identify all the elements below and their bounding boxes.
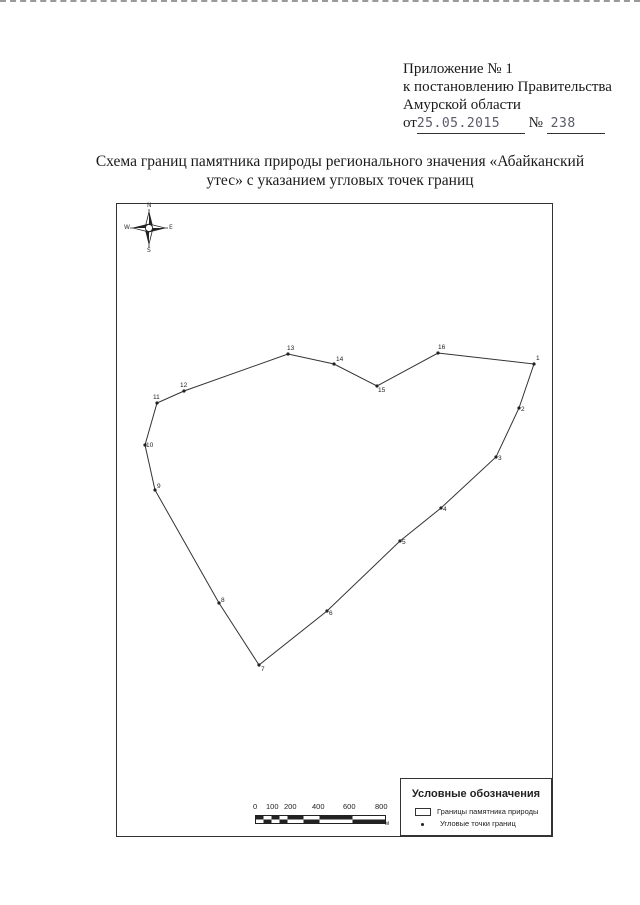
corner-point-label-12: 12 [180, 382, 188, 389]
corner-point-label-8: 8 [221, 597, 225, 604]
corner-point-label-15: 15 [378, 387, 386, 394]
title-line-2: утес» с указанием угловых точек границ [206, 172, 474, 189]
date-stamp: 25.05.2015 [417, 115, 525, 134]
corner-point-1 [532, 362, 535, 365]
number-stamp: 238 [547, 115, 605, 134]
corner-point-label-13: 13 [287, 345, 295, 352]
points-layer [143, 344, 540, 673]
legend-row-boundary [415, 807, 538, 816]
scale-tick-0: 0 [253, 802, 258, 811]
corner-point-13 [286, 352, 289, 355]
boundary-swatch-icon [415, 808, 431, 816]
scale-tick-400: 400 [312, 802, 325, 811]
scale-tick-200: 200 [284, 802, 297, 811]
corner-point-label-11: 11 [153, 394, 160, 401]
boundary-polygon [145, 353, 534, 665]
corner-point-label-4: 4 [443, 506, 447, 513]
date-prefix: от [403, 115, 417, 131]
compass-w-label: W [124, 224, 130, 231]
corner-point-11 [155, 401, 158, 404]
compass-rose [121, 204, 177, 254]
compass-n-label: N [147, 202, 152, 209]
compass-s-label: S [147, 247, 151, 254]
appendix-line-1: Приложение № 1 [403, 61, 513, 77]
corner-point-12 [182, 389, 185, 392]
corner-point-16 [436, 351, 439, 354]
legend-row-points [415, 819, 516, 828]
corner-point-label-2: 2 [521, 406, 525, 413]
number-sign: № [528, 115, 543, 131]
legend-points-label: Угловые точки границ [440, 819, 516, 828]
point-marker-icon [421, 823, 424, 826]
scale-tick-600: 600 [343, 802, 356, 811]
appendix-line-2: к постановлению Правительства [403, 79, 612, 95]
scale-tick-100: 100 [266, 802, 279, 811]
corner-point-label-6: 6 [329, 610, 333, 617]
corner-point-label-16: 16 [438, 344, 446, 351]
legend-boundary-label: Границы памятника природы [437, 807, 539, 816]
appendix-line-3: Амурской области [403, 97, 521, 113]
compass-e-label: E [169, 224, 173, 231]
corner-point-label-10: 10 [146, 442, 154, 449]
scale-tick-800: 800 [375, 802, 388, 811]
corner-point-label-5: 5 [402, 539, 406, 546]
title-line-1: Схема границ памятника природы регионального значения «Абайканский [95, 153, 585, 170]
legend [400, 778, 552, 836]
scale-bar [252, 802, 392, 832]
corner-point-label-3: 3 [498, 455, 502, 462]
corner-point-label-1: 1 [536, 355, 540, 362]
scale-bar-graphic [255, 815, 386, 824]
corner-point-label-7: 7 [261, 666, 265, 673]
legend-title: Условные обозначения [411, 788, 541, 800]
scale-unit: м [385, 821, 390, 827]
corner-point-label-9: 9 [157, 483, 161, 490]
corner-point-label-14: 14 [336, 356, 344, 363]
